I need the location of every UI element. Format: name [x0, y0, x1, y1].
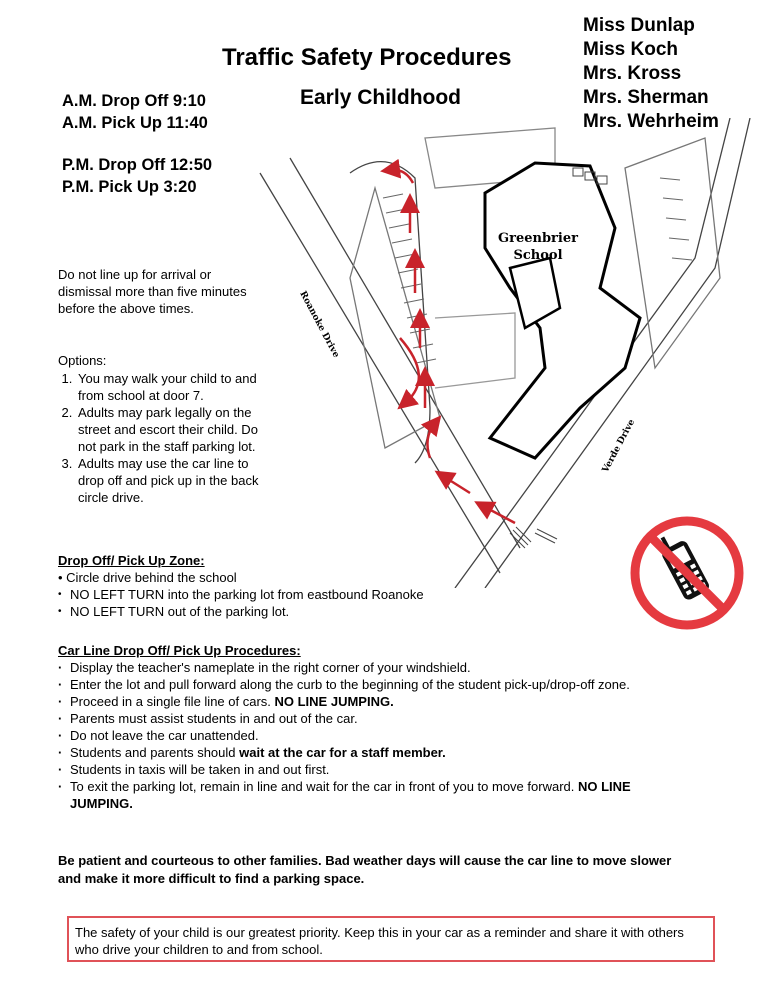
- list-item: · Proceed in a single file line of cars. NO LINE JUMPING.: [58, 693, 648, 710]
- safety-note: The safety of your child is our greatest priority. Keep this in your car as a reminder and share it with others who drive your children to and from school.: [75, 925, 684, 957]
- direction-arrow-icon: [483, 506, 515, 523]
- teacher-name: Miss Dunlap: [583, 15, 695, 36]
- dropoff-zone-heading: Drop Off/ Pick Up Zone:: [58, 553, 205, 568]
- list-item: • NO LEFT TURN out of the parking lot.: [58, 603, 424, 620]
- school-label: School: [513, 248, 563, 263]
- list-item: · Do not leave the car unattended.: [58, 727, 648, 744]
- list-item: • NO LEFT TURN into the parking lot from eastbound Roanoke: [58, 586, 424, 603]
- roanoke-drive-edge: [260, 173, 500, 573]
- list-item: · Parents must assist students in and out of the car.: [58, 710, 648, 727]
- list-item: · To exit the parking lot, remain in line and wait for the car in front of you to move forward. NO LINE JUMPING.: [58, 778, 648, 812]
- list-item: · Students in taxis will be taken in and out first.: [58, 761, 648, 778]
- direction-arrow-icon: [390, 170, 413, 183]
- dropoff-zone-list: [58, 569, 424, 620]
- am-drop-off-time: A.M. Drop Off 9:10: [62, 92, 206, 110]
- school-building: [485, 163, 640, 458]
- am-pick-up-time: A.M. Pick Up 11:40: [62, 114, 208, 132]
- car-line-heading: Car Line Drop Off/ Pick Up Procedures:: [58, 643, 301, 658]
- no-phone-icon: [628, 514, 746, 632]
- options-list: [58, 370, 268, 506]
- roanoke-drive-label: Roanoke Drive: [297, 289, 341, 360]
- teacher-name: Mrs. Sherman: [583, 87, 709, 108]
- right-parking-lot: [625, 138, 720, 368]
- list-item: · Display the teacher's nameplate in the right corner of your windshield.: [58, 659, 648, 676]
- teacher-name: Miss Koch: [583, 39, 679, 60]
- option-item: 1. You may walk your child to and from school at door 7.: [76, 370, 268, 404]
- patience-note: Be patient and courteous to other families. Bad weather days will cause the car line to move slower and make it more difficult to find a parking space.: [58, 853, 672, 886]
- teacher-name: Mrs. Kross: [583, 63, 682, 84]
- page-subtitle: Early Childhood: [300, 86, 462, 109]
- arrival-notice: Do not line up for arrival or dismissal more than five minutes before the above times.: [58, 267, 247, 316]
- option-item: 2. Adults may park legally on the street and escort their child. Do not park in the staff parking lot.: [76, 404, 268, 455]
- teacher-name: Mrs. Wehrheim: [583, 111, 719, 132]
- pm-drop-off-time: P.M. Drop Off 12:50: [62, 156, 213, 174]
- list-item: • Circle drive behind the school: [58, 570, 237, 585]
- options-heading: Options:: [58, 353, 107, 368]
- schedule-times: [62, 90, 212, 198]
- option-item: 3. Adults may use the car line to drop off and pick up in the back circle drive.: [76, 455, 268, 506]
- list-item: · Enter the lot and pull forward along the curb to the beginning of the student pick-up/drop-off zone.: [58, 676, 648, 693]
- verde-drive-label: Verde Drive: [600, 417, 638, 475]
- list-item: · Students and parents should wait at the car for a staff member.: [58, 744, 648, 761]
- school-label: Greenbrier: [498, 231, 578, 246]
- teacher-list: [583, 14, 719, 134]
- pm-pick-up-time: P.M. Pick Up 3:20: [62, 178, 197, 196]
- walkway: [435, 313, 515, 388]
- page-title: Traffic Safety Procedures: [222, 44, 512, 71]
- car-line-list: [58, 659, 648, 812]
- circle-drive: [350, 162, 430, 463]
- safety-reminder-box: [67, 916, 715, 962]
